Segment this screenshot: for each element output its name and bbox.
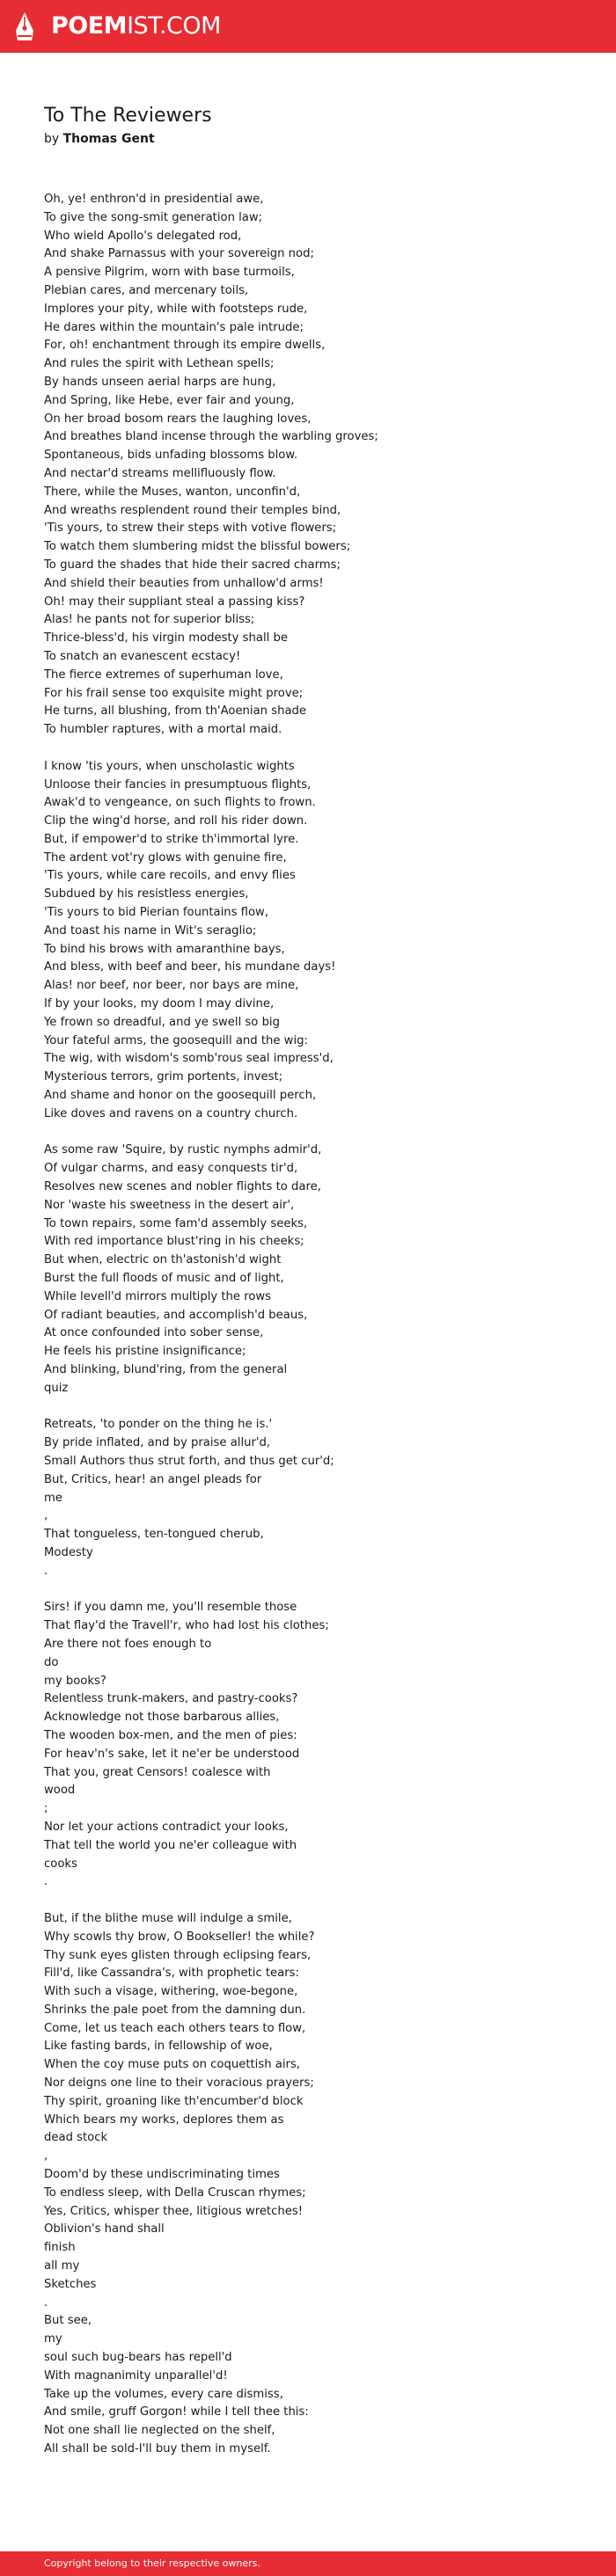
site-header bbox=[0, 0, 616, 53]
title-block bbox=[44, 104, 572, 148]
copyright-notice: Copyright belong to their respective owners. bbox=[44, 2558, 260, 2569]
byline bbox=[44, 130, 572, 148]
brand-wordmark bbox=[51, 13, 221, 40]
brand-bold: POEM bbox=[51, 12, 128, 40]
pen-nib-icon bbox=[14, 11, 35, 41]
byline-prefix: by bbox=[44, 132, 60, 146]
brand-light: IST.COM bbox=[127, 12, 221, 40]
poem-text: Oh, ye! enthron'd in presidential awe, To give the song-smit generation law; Who wield Apollo's delegated rod, And shake Parnassus with your sovereign nod; A pensive Pilgrim, worn with base turmoils, Plebian cares, and mercenary toils, Implores your pity, while with footsteps rude, He dares within the mountain's pale intrude; For, oh! enchantment through its empire dwells, And rules the spirit with Lethean spells; By hands unseen aerial harps are hung, And Spring, like Hebe, ever fair and young, On her broad bosom rears the laughing loves, And breathes bland incense through the warbling groves; Spontaneous, bids unfading blossoms blow. And nectar'd streams mellifluously flow. There, while the Muses, wanton, unconfin'd, And wreaths resplendent round their temples bind, 'Tis yours, to strew their steps with votive flowers; To watch them slumbering midst the blissful bowers; To guard the shades that hide their sacred charms; And shield their beauties from unhallow'd arms! Oh! may their suppliant steal a passing kiss? Alas! he pants not for superior bliss; Thrice-bless'd, his virgin modesty shall be To snatch an evanescent ecstacy! The fierce extremes of superhuman love, For his frail sense too exquisite might prove; He turns, all blushing, from th'Aoenian shade To humbler raptures, with a mortal maid. I know 'tis yours, when unscholastic wights Unloose their fancies in presumptuous flights, Awak'd to vengeance, on such flights to frown. Clip the wing'd horse, and roll his rider down. But, if empower'd to strike th'immortal lyre. The ardent vot'ry glows with genuine fire, 'Tis yours, while care recoils, and envy flies Subdued by his resistless energies, 'Tis yours to bid Pierian fountains flow, And toast his name in Wit's seraglio; To bind his brows with amaranthine bays, And bless, with beef and beer, his mundane days! Alas! nor beef, nor beer, nor bays are mine, If by your looks, my doom I may divine, Ye frown so dreadful, and ye swell so big Your fateful arms, the goosequill and the wig: The wig, with wisdom's somb'rous seal impress'd, Mysterious terrors, grim portents, invest; And shame and honor on the goosequill perch, Like doves and ravens on a country church. As some raw 'Squire, by rustic nymphs admir'd, Of vulgar charms, and easy conquests tir'd, Resolves new scenes and nobler flights to dare, Nor 'waste his sweetness in the desert air', To town repairs, some fam'd assembly seeks, With red importance blust'ring in his cheeks; But when, electric on th'astonish'd wight Burst the full floods of music and of light, While levell'd mirrors multiply the rows Of radiant beauties, and accomplish'd beaus, At once confounded into sober sense, He feels his pristine insignificance; And blinking, blund'ring, from the general quiz Retreats, 'to ponder on the thing he is.' By pride inflated, and by praise allur'd, Small Authors thus strut forth, and thus get cur'd; But, Critics, hear! an angel pleads for me , That tongueless, ten-tongued cherub, Modesty . Sirs! if you damn me, you'll resemble those That flay'd the Travell'r, who had lost his clothes; Are there not foes enough to do my books? Relentless trunk-makers, and pastry-cooks? Acknowledge not those barbarous allies, The wooden box-men, and the men of pies: For heav'n's sake, let it ne'er be understood That you, great Censors! coalesce with wood ; Nor let your actions contradict your looks, That tell the world you ne'er colleague with cooks . But, if the blithe muse will indulge a smile, Why scowls thy brow, O Bookseller! the while? Thy sunk eyes glisten through eclipsing fears, Fill'd, like Cassandra's, with prophetic tears: With such a visage, withering, woe-begone, Shrinks the pale poet from the damning dun. Come, let us teach each others tears to flow, Like fasting bards, in fellowship of woe, When the coy muse puts on coquettish airs, Nor deigns one line to their voracious prayers; Thy spirit, groaning like th'encumber'd block Which bears my works, deplores them as dead stock , Doom'd by these undiscriminating times To endless sleep, with Della Cruscan rhymes; Yes, Critics, whisper thee, litigious wretches! Oblivion's hand shall finish all my Sketches . But see, my soul such bug-bears has repell'd With magnanimity unparallel'd! Take up the volumes, every care dismiss, And smile, gruff Gorgon! while I tell thee this: Not one shall lie neglected on the shelf, All shall be sold-I'll buy them in myself. bbox=[44, 193, 378, 2456]
site-footer bbox=[0, 2551, 616, 2576]
author-name: Thomas Gent bbox=[62, 132, 155, 146]
page-title: To The Reviewers bbox=[44, 105, 212, 127]
site-logo[interactable] bbox=[14, 11, 221, 42]
